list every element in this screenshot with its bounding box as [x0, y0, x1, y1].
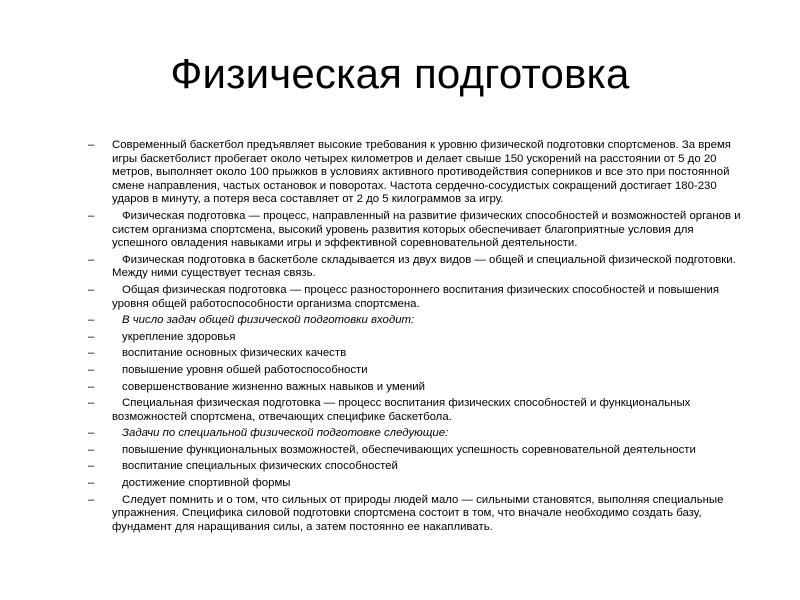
list-item-text: воспитание основных физических качеств: [122, 347, 347, 360]
list-item: [88, 460, 752, 474]
list-item-text: Специальная физическая подготовка — процесс воспитания физических способностей и функциональных возможностей спортсмена, отвечающих специфике баскетбола.: [112, 397, 691, 423]
list-item: [88, 397, 752, 424]
bullet-list: [88, 139, 752, 534]
list-item: [88, 364, 752, 378]
list-item: [88, 347, 752, 361]
list-item: [88, 210, 752, 251]
list-item: [88, 444, 752, 458]
list-item: [88, 314, 752, 328]
list-item: [88, 494, 752, 535]
list-item-text: повышение функциональных возможностей, обеспечивающих успешность соревновательной деятельности: [122, 443, 696, 456]
list-item-text: повышение уровня обшей работоспособности: [122, 363, 368, 376]
list-item: [88, 381, 752, 395]
list-item-text: Физическая подготовка — процесс, направленный на развитие физических способностей и возможностей органов и систем организма спортсмена, высокий уровень развития которых обеспечивает благоприятные условия для успешного овладения навыками игры и эффективной соревновательной деятельности.: [112, 209, 741, 250]
list-item: [88, 254, 752, 281]
list-item-text: укрепление здоровья: [122, 330, 236, 343]
list-item: [88, 427, 752, 441]
list-item-text: достижение спортивной формы: [122, 477, 291, 490]
list-item-text: совершенствование жизненно важных навыков и умений: [122, 380, 426, 393]
list-item-text: Следует помнить и о том, что сильных от природы людей мало — сильными становятся, выполняя специальные упражнения. Специфика силовой подготовки спортсмена состоит в том, что вначале необходимо создать базу, фундамент для наращивания силы, а затем постоянно ее накапливать.: [112, 493, 724, 533]
list-item-text: Физическая подготовка в баскетболе складывается из двух видов — общей и специальной физической подготовки. Между ними существует тесная связь.: [112, 253, 736, 280]
list-item: [88, 331, 752, 345]
list-item: [88, 139, 752, 207]
list-item-text: воспитание специальных физических способностей: [122, 460, 398, 473]
list-item-text: Задачи по специальной физической подготовке следующие:: [122, 427, 449, 440]
list-item: [88, 477, 752, 491]
list-item: [88, 284, 752, 311]
list-item-text: Общая физическая подготовка — процесс разностороннего воспитания физических способностей и повышения уровня общей работоспособности организма спортсмена.: [112, 283, 719, 310]
slide-title: Физическая подготовка: [170, 50, 630, 97]
list-item-text: Современный баскетбол предъявляет высокие требования к уровню физической подготовки спортсменов. За время игры баскетболист пробегает около четырех километров и делает свыше 150 ускорений на расстоянии от 5 до 20 метров, выполняет около 100 прыжков в условиях активного противодействия соперников и все это при постоянной смене направления, частых остановок и поворотах. Частота сердечно-сосудистых сокращений достигает 180-230 ударов в минуту, а потеря веса составляет от 2 до 5 килограммов за игру.: [112, 139, 731, 206]
list-item-text: В число задач общей физической подготовки входит:: [122, 314, 415, 327]
